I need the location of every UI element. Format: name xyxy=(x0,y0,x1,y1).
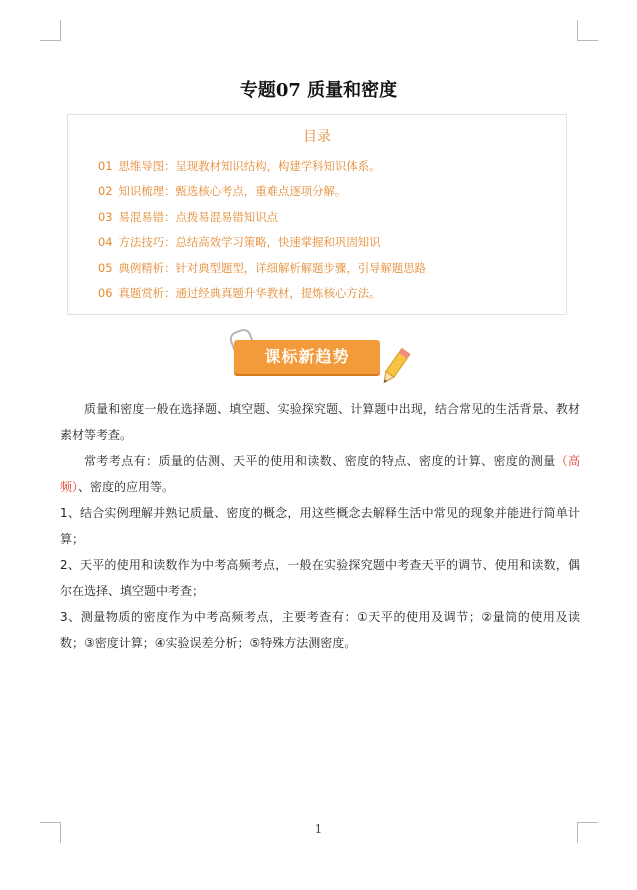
banner-label: 课标新趋势 xyxy=(234,340,380,374)
toc-item[interactable] xyxy=(98,179,566,204)
body-text xyxy=(60,396,580,656)
toc-item-text: 方法技巧：总结高效学习策略，快速掌握和巩固知识 xyxy=(118,235,381,250)
toc-item[interactable] xyxy=(98,256,566,281)
point-1-paragraph: 1、结合实例理解并熟记质量、密度的概念，用这些概念去解释生活中常见的现象并能进行简单计算； xyxy=(60,506,580,546)
toc-item-number: 02 xyxy=(98,184,113,199)
toc-item[interactable] xyxy=(98,230,566,255)
point-2-paragraph: 2、天平的使用和读数作为中考高频考点，一般在实验探究题中考查天平的调节、使用和读数，偶尔在选择、填空题中考查； xyxy=(60,558,580,598)
toc-item-number: 04 xyxy=(98,235,113,250)
page-title: 专题07 质量和密度 xyxy=(239,80,398,101)
toc-item-number: 06 xyxy=(98,285,113,300)
toc-item[interactable] xyxy=(98,154,566,179)
pencil-icon xyxy=(378,346,412,388)
key-points-text: 常考考点有：质量的估测、天平的使用和读数、密度的特点、密度的计算、密度的测量 xyxy=(84,454,556,468)
toc-item-text: 易混易错：点拨易混易错知识点 xyxy=(118,209,278,224)
page-number: 1 xyxy=(314,822,323,836)
section-banner xyxy=(230,328,410,386)
toc-item[interactable] xyxy=(98,281,566,306)
key-points-paragraph xyxy=(60,448,580,500)
toc-list xyxy=(98,154,566,306)
toc-item[interactable] xyxy=(98,205,566,230)
crop-mark-top-right xyxy=(577,20,598,41)
toc-item-number: 01 xyxy=(98,159,113,173)
key-points-tail: 、密度的应用等。 xyxy=(78,480,175,494)
toc-item-text: 知识梳理：甄选核心考点，重难点逐项分解。 xyxy=(118,184,347,199)
point-3-paragraph: 3、测量物质的密度作为中考高频考点，主要考查有：①天平的使用及调节；②量筒的使用及读数；③密度计算；④实验误差分析；⑤特殊方法测密度。 xyxy=(60,610,580,650)
crop-mark-top-left xyxy=(40,20,61,41)
intro-paragraph: 质量和密度一般在选择题、填空题、实验探究题、计算题中出现，结合常见的生活背景、教材素材等考查。 xyxy=(60,402,580,442)
toc-item-text: 真题赏析：通过经典真题升华教材，提炼核心方法。 xyxy=(118,285,381,300)
toc-item-number: 03 xyxy=(98,209,113,224)
toc-heading: 目录 xyxy=(303,129,331,145)
toc-item-number: 05 xyxy=(98,260,113,275)
toc-item-text: 典例精析：针对典型题型，详细解析解题步骤，引导解题思路 xyxy=(118,260,427,275)
toc-item-text: 思维导图：呈现教材知识结构，构建学科知识体系。 xyxy=(118,159,381,173)
table-of-contents xyxy=(67,114,567,315)
high-frequency-tag: （高频） xyxy=(60,454,580,494)
